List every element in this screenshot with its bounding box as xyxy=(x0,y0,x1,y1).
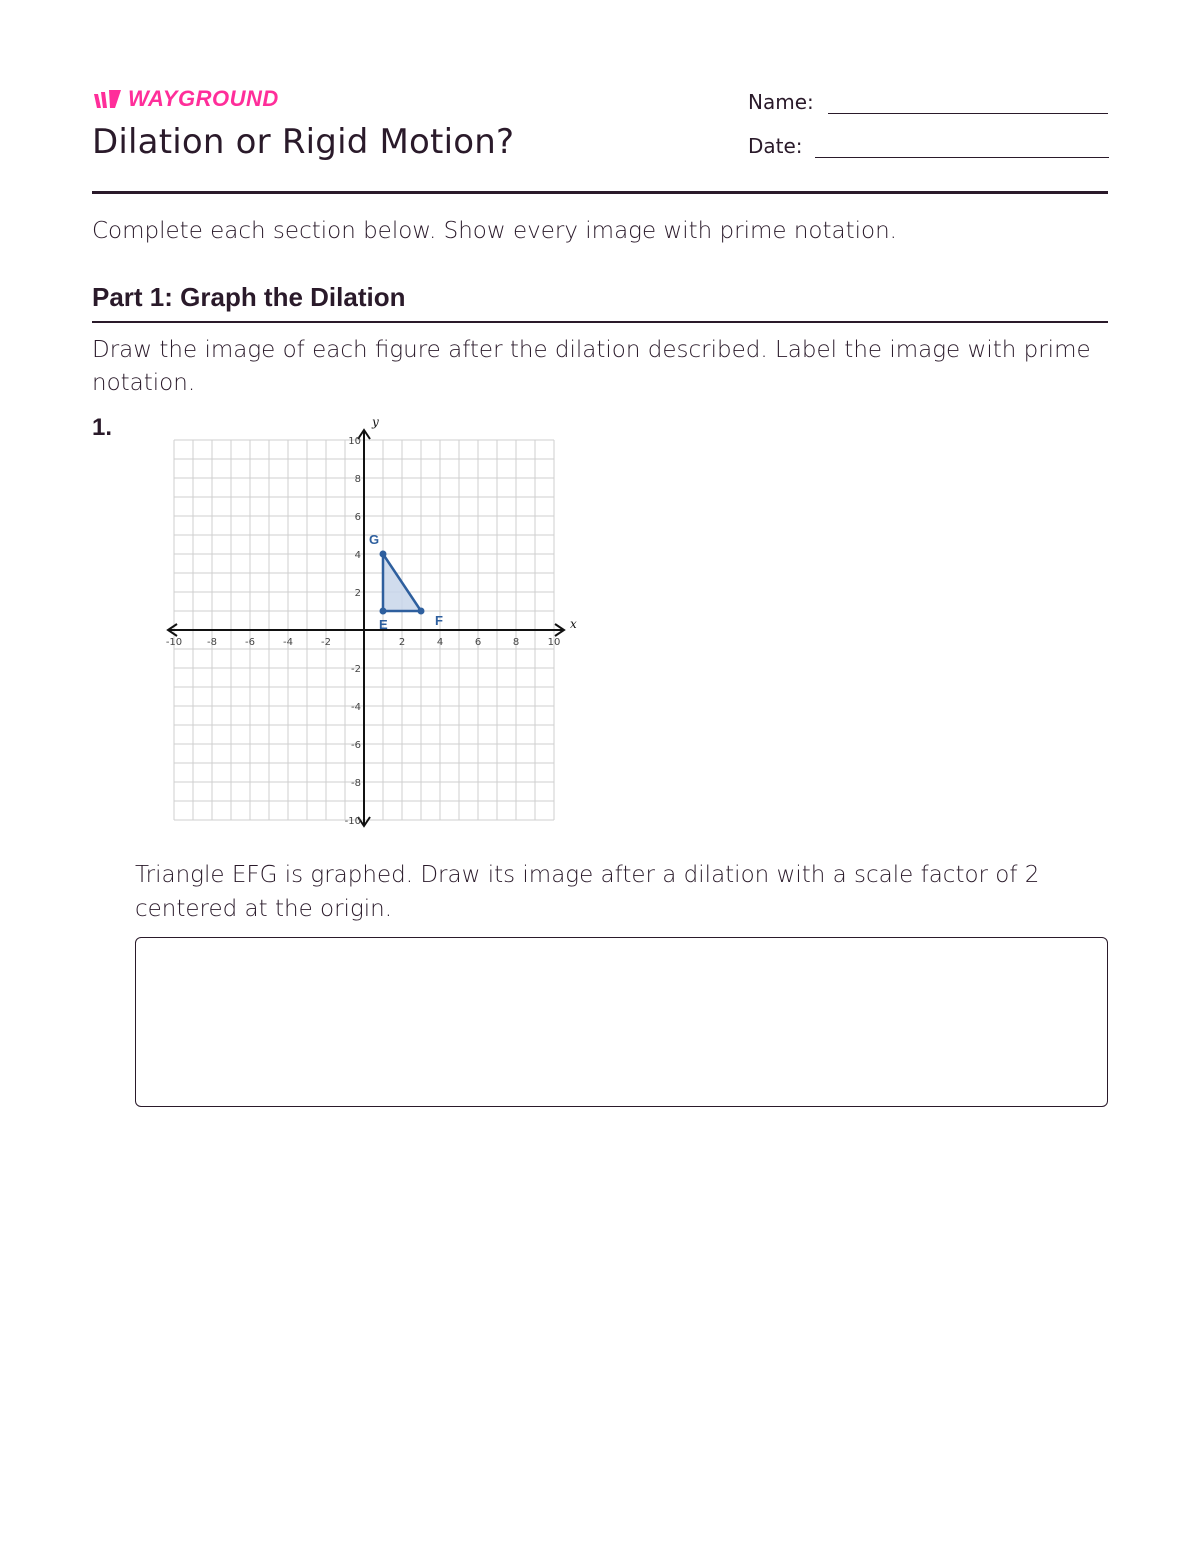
x-tick-label: -10 xyxy=(165,637,183,648)
date-label: Date: xyxy=(748,134,803,158)
vertex-f xyxy=(418,608,425,615)
worksheet-title: Dilation or Rigid Motion? xyxy=(92,122,515,162)
x-tick-label: -4 xyxy=(283,637,293,648)
header-divider xyxy=(92,191,1108,194)
x-tick-label: -6 xyxy=(245,637,255,648)
y-tick-label: 10 xyxy=(348,436,361,447)
y-tick-label: -4 xyxy=(351,702,361,713)
vertex-label-f: F xyxy=(435,613,443,628)
instructions-text: Complete each section below. Show every image with prime notation. xyxy=(92,218,897,244)
x-tick-label: 8 xyxy=(512,637,520,648)
y-tick-label: -10 xyxy=(344,816,361,827)
vertex-g xyxy=(380,551,387,558)
coordinate-grid[interactable] xyxy=(150,410,590,840)
date-row xyxy=(748,134,1109,158)
vertex-label-e: E xyxy=(379,617,388,632)
x-tick-label: -2 xyxy=(321,637,331,648)
triangle-efg xyxy=(369,532,443,632)
brand-name: WAYGROUND xyxy=(128,86,279,111)
part1-divider xyxy=(92,321,1108,323)
y-tick-label: 2 xyxy=(354,588,361,599)
vertex-e xyxy=(380,608,387,615)
x-tick-label: 10 xyxy=(547,637,561,648)
x-tick-label: -8 xyxy=(207,637,217,648)
question-number: 1. xyxy=(92,414,113,441)
x-tick-label: 2 xyxy=(398,637,406,648)
y-tick-label: -8 xyxy=(351,778,361,789)
date-field[interactable] xyxy=(815,157,1109,158)
y-tick-label: 6 xyxy=(354,512,361,523)
name-field[interactable] xyxy=(828,113,1108,114)
x-axis-label: x xyxy=(570,617,577,631)
brand-logo xyxy=(92,86,279,112)
y-tick-label: 4 xyxy=(354,550,361,561)
y-axis-label: y xyxy=(372,415,379,429)
y-tick-label: -2 xyxy=(351,664,361,675)
part1-heading: Part 1: Graph the Dilation xyxy=(92,282,406,312)
name-label: Name: xyxy=(748,90,814,114)
vertex-label-g: G xyxy=(369,532,380,547)
question-text: Triangle EFG is graphed. Draw its image after a dilation with a scale factor of 2 centered at the origin. xyxy=(135,862,1040,922)
answer-box[interactable] xyxy=(135,937,1108,1107)
y-tick-label: 8 xyxy=(354,474,361,485)
logo-mark-icon xyxy=(92,88,122,110)
x-tick-label: 6 xyxy=(474,637,482,648)
y-tick-label: -6 xyxy=(351,740,361,751)
x-tick-label: 4 xyxy=(436,637,444,648)
name-row xyxy=(748,90,1108,114)
part1-description: Draw the image of each figure after the dilation described. Label the image with prime notation. xyxy=(92,337,1091,396)
